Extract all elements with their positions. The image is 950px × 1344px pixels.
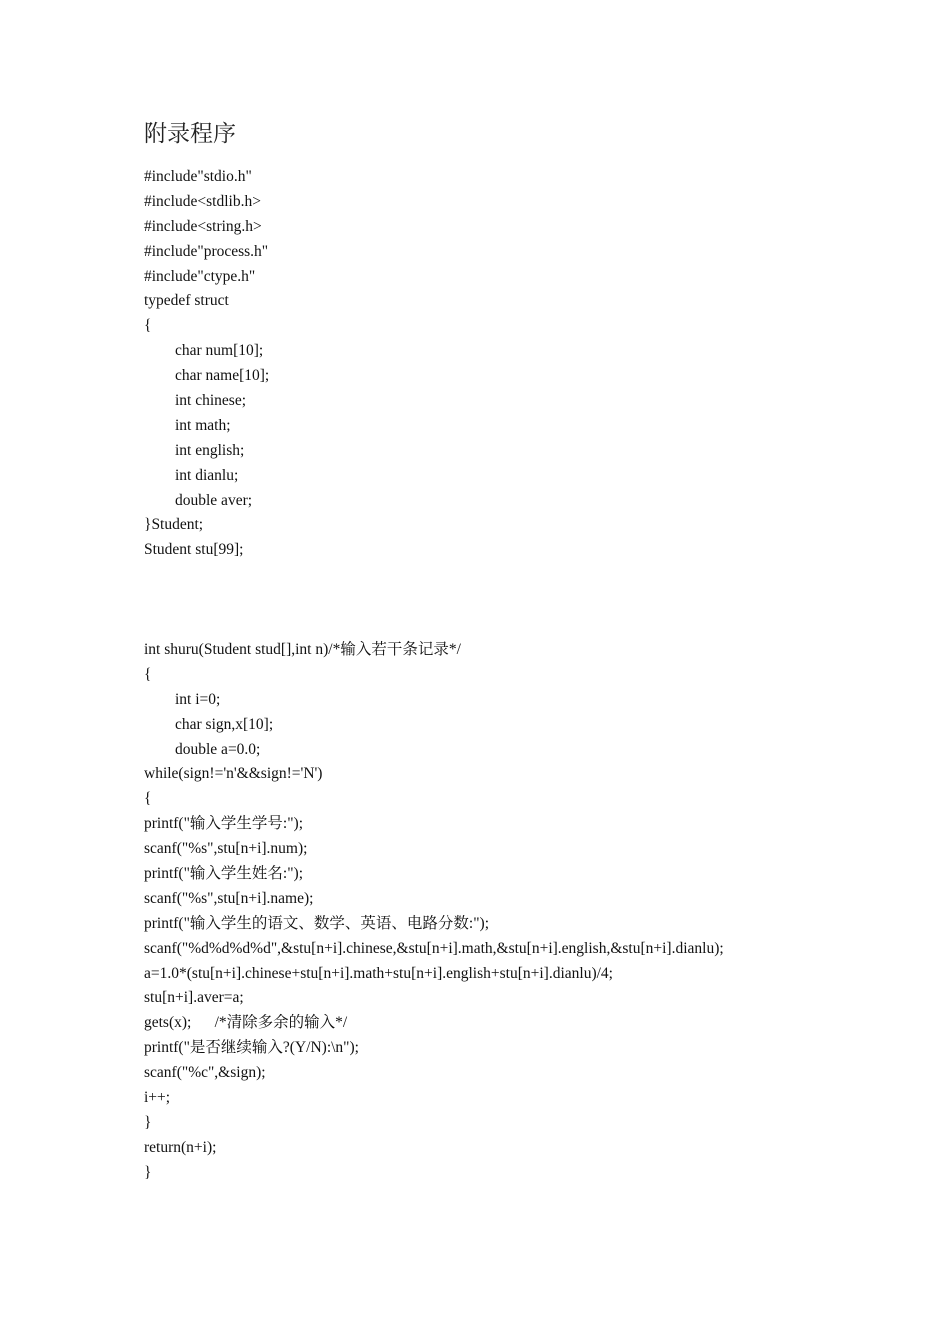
code-line: printf("输入学生学号:"); [144,815,304,833]
code-line: int chinese; [144,392,247,410]
code-line: } [144,1163,152,1181]
code-line: gets(x); /*清除多余的输入*/ [144,1014,348,1032]
code-line: scanf("%s",stu[n+i].num); [144,840,308,858]
code-line: char num[10]; [144,342,264,360]
code-block-struct-definition [144,165,269,563]
page-title: 附录程序 [144,121,236,147]
code-line: int english; [144,441,245,459]
code-line: { [144,665,152,683]
code-line: printf("输入学生的语文、数学、英语、电路分数:"); [144,914,490,932]
code-line: scanf("%s",stu[n+i].name); [144,889,314,907]
code-line: double a=0.0; [144,740,261,758]
code-line: scanf("%d%d%d%d",&stu[n+i].chinese,&stu[n+i].math,&stu[n+i].english,&stu[n+i].dianlu); [144,939,724,957]
code-line: char name[10]; [144,367,270,385]
code-line: #include<string.h> [144,217,262,235]
code-line: int dianlu; [144,466,239,484]
code-line: a=1.0*(stu[n+i].chinese+stu[n+i].math+stu[n+i].english+stu[n+i].dianlu)/4; [144,964,613,982]
code-line: scanf("%c",&sign); [144,1064,266,1082]
code-line: int math; [144,416,231,434]
code-line: return(n+i); [144,1138,217,1156]
code-line: } [144,1113,152,1131]
code-line: #include<stdlib.h> [144,192,261,210]
code-line: #include"process.h" [144,242,269,260]
code-line: double aver; [144,491,253,509]
code-line: while(sign!='n'&&sign!='N') [144,765,323,783]
code-line: #include"stdio.h" [144,168,252,185]
code-line: stu[n+i].aver=a; [144,989,244,1007]
code-line: int shuru(Student stud[],int n)/*输入若干条记录*/ [144,641,461,658]
code-line: }Student; [144,516,204,534]
code-block-shuru-function [144,638,724,1186]
code-line: typedef struct [144,292,229,310]
code-line: Student stu[99]; [144,541,244,559]
code-line: printf("是否继续输入?(Y/N):\n"); [144,1039,359,1057]
code-line: i++; [144,1089,171,1107]
code-line: printf("输入学生姓名:"); [144,865,304,883]
code-line: #include"ctype.h" [144,267,256,285]
code-line: int i=0; [144,690,221,708]
code-line: char sign,x[10]; [144,715,274,733]
code-line: { [144,790,152,808]
code-line: { [144,317,152,335]
